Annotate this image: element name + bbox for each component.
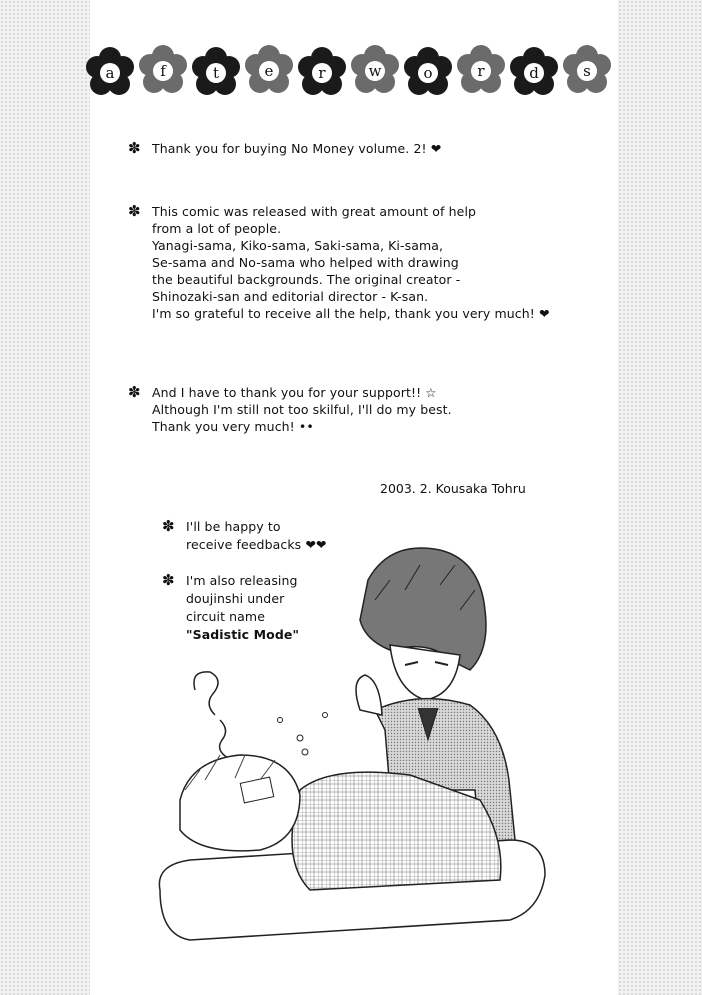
chibi-illustration bbox=[150, 540, 570, 980]
left-page-margin bbox=[0, 0, 90, 995]
flower-letter-icon bbox=[350, 45, 400, 97]
title-letter: w bbox=[368, 62, 382, 80]
flower-letter-icon bbox=[244, 45, 294, 97]
title-letter: a bbox=[105, 64, 115, 82]
flower-letter-icon bbox=[509, 47, 559, 99]
note-text: I'll be happy to receive feedbacks ❤❤ bbox=[186, 519, 327, 552]
title-letter: r bbox=[477, 62, 485, 80]
paragraph-text: This comic was released with great amount of help from a lot of people. Yanagi-sama, Kiko-sama, Saki-sama, Ki-sama, Se-sama and No-sama who helped with drawing the beautiful backgrounds. The original creator - Shinozaki-san and editorial director - K-san. I'm so grateful to receive all the help, thank you very much! ❤ bbox=[152, 204, 550, 321]
title-letter: e bbox=[264, 62, 274, 80]
right-page-margin bbox=[618, 0, 702, 995]
title-letter: d bbox=[529, 64, 539, 82]
flower-letter-icon bbox=[191, 47, 241, 99]
signature: 2003. 2. Kousaka Tohru bbox=[380, 481, 526, 496]
title-letter: t bbox=[212, 64, 220, 82]
flower-letter-icon bbox=[138, 45, 188, 97]
title-letter: o bbox=[423, 64, 433, 82]
title-letter: r bbox=[318, 64, 326, 82]
paragraph-text: Thank you for buying No Money volume. 2! ❤ bbox=[152, 141, 442, 156]
star-bullet-icon: ✽ bbox=[162, 517, 175, 535]
flower-letter-icon bbox=[562, 45, 612, 97]
flower-letter-icon bbox=[456, 45, 506, 97]
paragraph-text: And I have to thank you for your support!! ☆ Although I'm still not too skilful, I'll do my best. Thank you very much! •• bbox=[152, 385, 452, 434]
circuit-name: "Sadistic Mode" bbox=[186, 627, 300, 642]
afterwords-title bbox=[85, 45, 615, 99]
star-bullet-icon: ✽ bbox=[128, 139, 141, 157]
note-text: I'm also releasing doujinshi under circuit name bbox=[186, 573, 298, 624]
star-bullet-icon: ✽ bbox=[128, 202, 141, 220]
star-bullet-icon: ✽ bbox=[162, 571, 175, 589]
title-letter: s bbox=[583, 62, 591, 80]
flower-letter-icon bbox=[403, 47, 453, 99]
flower-letter-icon bbox=[85, 47, 135, 99]
star-bullet-icon: ✽ bbox=[128, 383, 141, 401]
flower-letter-icon bbox=[297, 47, 347, 99]
title-letter: f bbox=[160, 62, 166, 80]
